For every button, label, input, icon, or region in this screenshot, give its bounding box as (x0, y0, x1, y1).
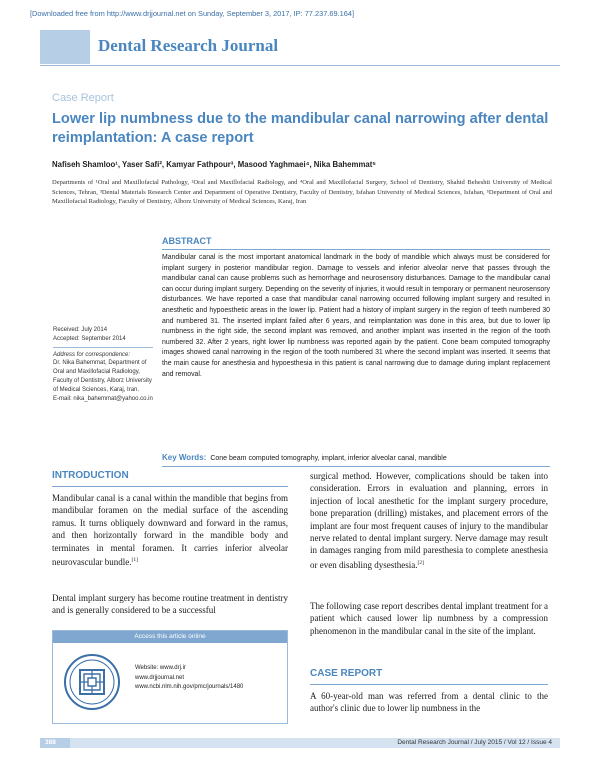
intro-p1-text: Mandibular canal is a canal within the mandible that begins from mandibular foramen on the medial surface of the ascending ramus. It turns obliquely downward and forward in the ramus, and then horizontally forward in the mandible body and terminates in mental foramen. It carries inferior alveolar neurovascular bundle. (52, 493, 288, 568)
journal-header-block (40, 30, 90, 64)
received-date: Received: July 2014 (53, 327, 108, 333)
journal-name: Dental Research Journal (98, 36, 279, 55)
introduction-heading: INTRODUCTION (52, 470, 129, 481)
introduction-divider (52, 486, 288, 487)
correspondence-label: Address for correspondence: (53, 351, 131, 358)
abstract-divider (162, 466, 550, 467)
keywords-label: Key Words: (162, 453, 207, 462)
pmc-url-link[interactable]: www.ncbi.nlm.nih.gov/pmc/journals/1480 (135, 684, 244, 690)
access-box-heading: Access this article online (53, 631, 287, 643)
access-online-box (52, 630, 288, 724)
case-report-heading: CASE REPORT (310, 668, 383, 679)
access-links (135, 664, 243, 693)
case-report-divider (310, 684, 548, 685)
introduction-paragraph-1 (52, 492, 288, 568)
article-title: Lower lip numbness due to the mandibular canal narrowing after dental reimplantation: A case report (52, 111, 549, 146)
introduction-paragraph-4: The following case report describes dental implant treatment for a patient which caused lower lip numbness by a compression phenomenon in the mandibular canal in the site of the implant. (310, 601, 548, 636)
article-type: Case Report (52, 92, 114, 104)
affiliations: Departments of ¹Oral and Maxillofacial Pathology, ²Oral and Maxillofacial Radiology, and ⁴Oral and Maxillofacial Surgery, School of Dentistry, Shahid Beheshti University of Medical Sciences, Tehran, ³Dental Materials Research Center and Department of Operative Dentistry, Faculty of Dentistry, Isfahan University of Medical Sciences, Isfahan, ⁵Department of Oral and Maxillofacial Radiology, Faculty of Dentistry, Alborz University of Medical Sciences, Karaj, Iran (52, 179, 552, 206)
correspondence-email: E-mail: nika_bahemmat@yahoo.co.in (53, 395, 153, 402)
author-list: Nafiseh Shamloo¹, Yaser Safi², Kamyar Fathpour³, Masood Yaghmaei⁴, Nika Bahemmat⁵ (52, 160, 376, 169)
page-number: 388 (40, 738, 70, 748)
keywords-text: Cone beam computed tomography, implant, inferior alveolar canal, mandible (210, 455, 447, 462)
side-divider (53, 347, 153, 348)
footer-citation: Dental Research Journal / July 2015 / Vol 12 / Issue 4 (397, 739, 552, 746)
abstract-text: Mandibular canal is the most important anatomical landmark in the body of mandible which always must be considered for implant surgery in posterior mandibular region. Damage to vessels and inferior alveolar nerve that passes through the mandibular canal can cause problems such as hemorrhage and neurosensory disturbances. Damage to the mandibular canal can occur during implant surgery. Depending on the severity of injuries, it would result in temporary or permanent neurosensory disturbances. We have reported a case that mandibular canal narrowing occurred following implant surgery and resulted in anesthetic and hypoesthetic areas in the lower lip. Patient had a history of implant surgery in the region of teeth numbered 30 and numbered 31. The inserted implant failed after 6 years, and reimplantation was done in this area, but due to lower lip numbness in the right side, the second implant was removed, and another implant was inserted in the region of the tooth numbered 32. After 2 years, right lower lip numbness was reported again by the patient. Cone beam computed tomography images showed canal narrowing in the region of the tooth numbered 31 where the second implant was inserted. It seems that the main cause for anesthesia and hypoesthesia in this patient is canal narrowing due to damage during implant replacement and removal. (162, 254, 550, 378)
journal-url-link[interactable]: www.drjjournal.net (135, 674, 185, 681)
accepted-date: Accepted: September 2014 (53, 335, 126, 342)
journal-logo-icon (63, 653, 121, 711)
article-side-info (53, 326, 155, 403)
correspondence-address: Dr. Nika Bahemmat, Department of Oral and Maxillofacial Radiology, Faculty of Dentistry, Alborz University of Medical Sciences, Karaj, Iran. (53, 360, 152, 393)
reference-2: [2] (417, 559, 424, 566)
header-divider (40, 65, 560, 66)
abstract-heading: ABSTRACT (162, 236, 550, 250)
introduction-paragraph-2: Dental implant surgery has become routine treatment in dentistry and is generally considered to be a successful (52, 593, 288, 616)
website-link[interactable]: Website: www.drj.ir (135, 665, 186, 671)
download-banner: [Downloaded free from http://www.drjjournal.net on Sunday, September 3, 2017, IP: 77.237.69.164] (30, 9, 355, 18)
case-report-paragraph-1: A 60-year-old man was referred from a dental clinic to the author's clinic due to lower lip numbness in the (310, 691, 548, 714)
reference-1: [1] (131, 557, 138, 564)
intro-p3-text: surgical method. However, complications should be taken into consideration. Errors in evaluation and planning, errors in injection of local anesthetic for the implant surgery procedure, bone preparation (drilling) mistakes, and placement errors of the implant are four most frequent causes of injury to the mandibular nerve related to dental implant surgery. Nerve damage may result in damages ranging from mild paresthesia to complete anesthesia or even disabling dysesthesia. (310, 471, 548, 570)
introduction-paragraph-3 (310, 470, 548, 571)
keywords (162, 453, 550, 462)
